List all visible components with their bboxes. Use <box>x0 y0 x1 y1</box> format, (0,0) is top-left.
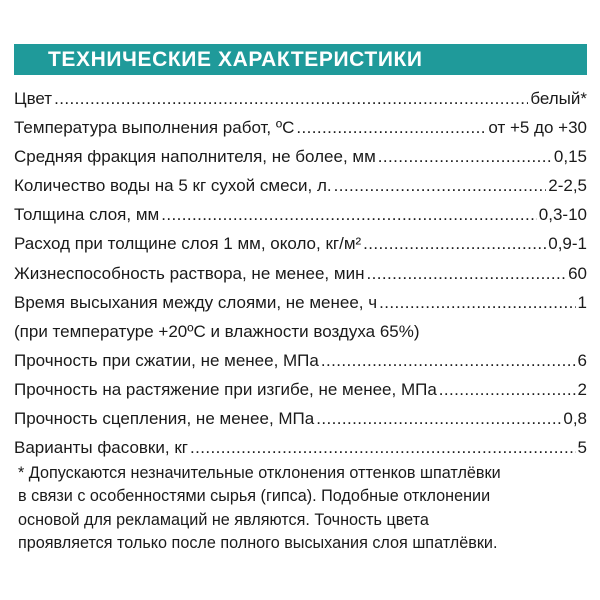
spec-label: Варианты фасовки, кг <box>14 438 188 458</box>
spec-value: 0,3-10 <box>538 205 587 225</box>
spec-row <box>14 84 587 113</box>
leader-dots <box>439 375 576 404</box>
spec-note: (при температуре +20ºС и влажности воздуха 65%) <box>14 321 420 341</box>
spec-value: 5 <box>577 438 587 458</box>
spec-label: Расход при толщине слоя 1 мм, около, кг/м² <box>14 234 362 254</box>
spec-label: Время высыхания между слоями, не менее, ч <box>14 292 378 312</box>
leader-dots <box>321 346 576 375</box>
leader-dots <box>296 113 486 142</box>
spec-value: 60 <box>568 263 587 283</box>
spec-value: 0,15 <box>553 147 587 167</box>
leader-dots <box>363 229 546 258</box>
spec-label: Цвет <box>14 89 53 108</box>
spec-value: белый* <box>530 89 587 108</box>
spec-row <box>14 171 587 200</box>
leader-dots <box>161 200 537 229</box>
footnote: * Допускаются незначительные отклонения оттенков шпатлёвки в связи с особенностями сырья (гипса). Подобные отклонении основой для рекламаций не являются. Точность цвета проявляется только после полного высыхания слоя шпатлёвки. <box>18 464 501 553</box>
spec-value: 0,9-1 <box>548 234 587 254</box>
section-header <box>14 44 587 75</box>
spec-label: Толщина слоя, мм <box>14 205 160 225</box>
spec-row <box>14 259 587 288</box>
specs-list <box>14 84 587 462</box>
leader-dots <box>366 259 566 288</box>
spec-row <box>14 142 587 171</box>
spec-label: Температура выполнения работ, ºС <box>14 118 295 138</box>
spec-value: 2-2,5 <box>548 176 587 196</box>
leader-dots <box>190 433 576 462</box>
spec-row <box>14 113 587 142</box>
spec-value: 6 <box>577 350 587 370</box>
spec-note-row <box>14 317 587 346</box>
spec-value: 1 <box>577 292 587 312</box>
leader-dots <box>379 288 575 317</box>
spec-row <box>14 200 587 229</box>
spec-label: Средняя фракция наполнителя, не более, мм <box>14 147 376 167</box>
spec-row <box>14 433 587 462</box>
leader-dots <box>334 171 547 200</box>
spec-value: 0,8 <box>563 409 587 429</box>
spec-row <box>14 346 587 375</box>
spec-label: Прочность при сжатии, не менее, МПа <box>14 350 319 370</box>
section-title: ТЕХНИЧЕСКИЕ ХАРАКТЕРИСТИКИ <box>48 47 423 71</box>
spec-row <box>14 288 587 317</box>
leader-dots <box>316 404 561 433</box>
spec-row <box>14 404 587 433</box>
spec-label: Прочность сцепления, не менее, МПа <box>14 409 315 429</box>
spec-row <box>14 375 587 404</box>
spec-label: Прочность на растяжение при изгибе, не менее, МПа <box>14 379 437 399</box>
spec-value: от +5 до +30 <box>488 118 587 138</box>
spec-row <box>14 229 587 258</box>
spec-label: Жизнеспособность раствора, не менее, мин <box>14 263 365 283</box>
spec-label: Количество воды на 5 кг сухой смеси, л. <box>14 176 332 196</box>
spec-value: 2 <box>577 379 587 399</box>
leader-dots <box>378 142 552 171</box>
leader-dots <box>54 84 528 113</box>
